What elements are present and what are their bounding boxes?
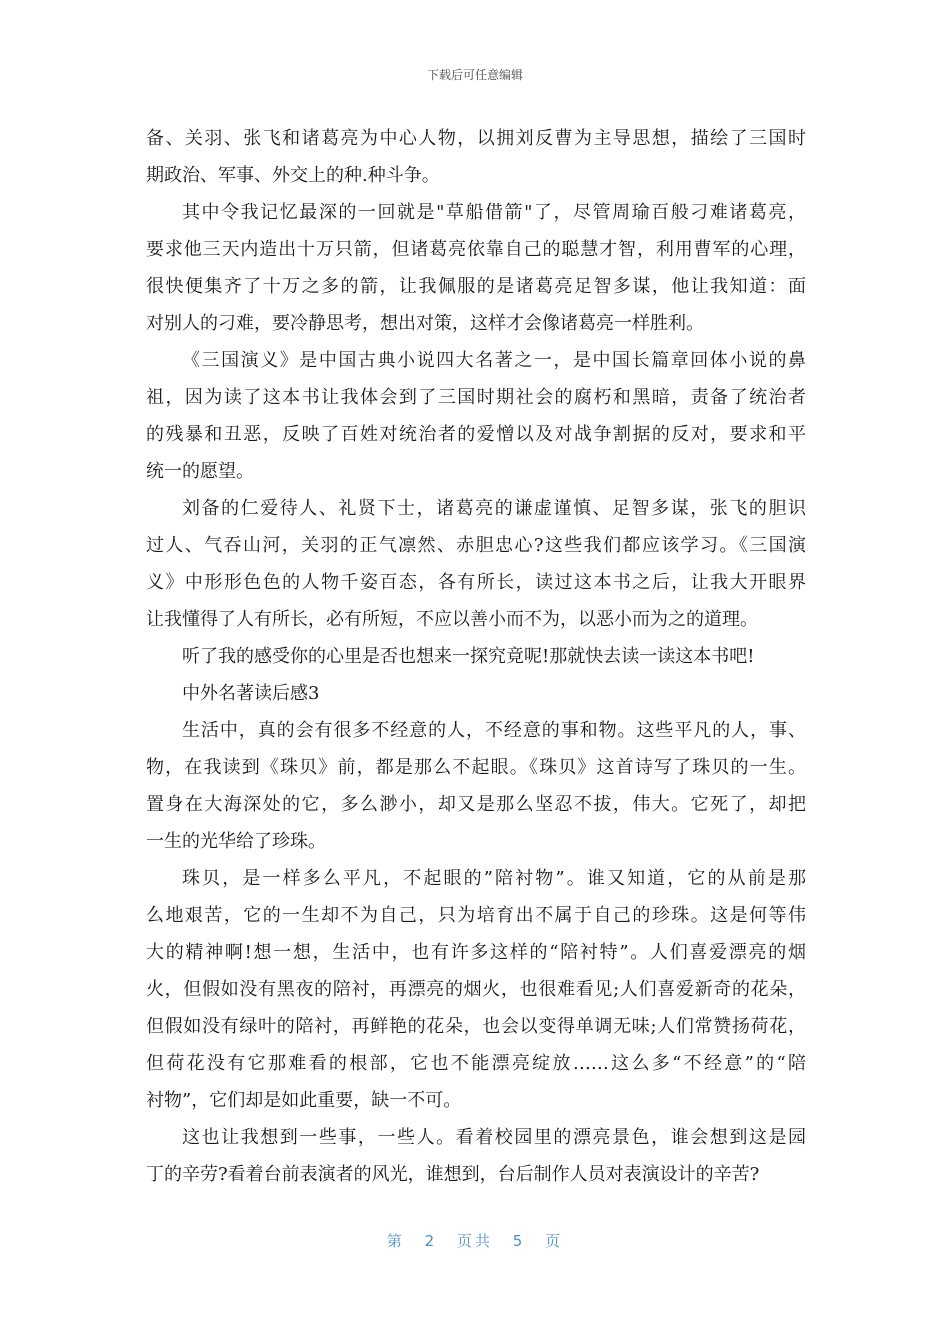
page-total-number: 5 <box>512 1232 526 1250</box>
paragraph <box>146 194 806 342</box>
text-line: 生活中，真的会有很多不经意的人，不经意的事和物。这些平凡的人，事、 <box>182 720 806 741</box>
page-label-mid: 页共 <box>456 1232 493 1250</box>
text-line: 中外名著读后感3 <box>182 683 320 704</box>
text-line: 火，但假如没有黑夜的陪衬，再漂亮的烟火，也很难看见;人们喜爱新奇的花朵， <box>146 979 806 1000</box>
paragraph <box>146 1119 806 1193</box>
text-line: 丁的辛劳?看着台前表演者的风光，谁想到，台后制作人员对表演设计的辛苦? <box>146 1164 760 1185</box>
text-line: 备、关羽、张飞和诸葛亮为中心人物，以拥刘反曹为主导思想，描绘了三国时 <box>146 128 806 149</box>
text-line: 这也让我想到一些事，一些人。看着校园里的漂亮景色，谁会想到这是园 <box>182 1127 806 1148</box>
text-line: 但假如没有绿叶的陪衬，再鲜艳的花朵，也会以变得单调无味;人们常赞扬荷花， <box>146 1016 806 1037</box>
paragraph <box>146 860 806 1119</box>
document-body <box>146 120 806 1193</box>
page-footer <box>0 1230 950 1251</box>
paragraph <box>146 120 806 194</box>
text-line: 一生的光华给了珍珠。 <box>146 831 326 852</box>
paragraph <box>146 490 806 638</box>
page-label-prefix: 第 <box>386 1232 405 1250</box>
text-line: 义》中形形色色的人物千姿百态，各有所长，读过这本书之后，让我大开眼界 <box>146 572 806 593</box>
paragraph <box>146 342 806 490</box>
text-line: 么地艰苦，它的一生却不为自己，只为培育出不属于自己的珍珠。这是何等伟 <box>146 905 806 926</box>
text-line: 很快便集齐了十万之多的箭，让我佩服的是诸葛亮足智多谋，他让我知道：面 <box>146 276 806 297</box>
text-line: 衬物”，它们却是如此重要，缺一不可。 <box>146 1090 462 1111</box>
text-line: 置身在大海深处的它，多么渺小，却又是那么坚忍不拔，伟大。它死了，却把 <box>146 794 806 815</box>
text-line: 物，在我读到《珠贝》前，都是那么不起眼。《珠贝》这首诗写了珠贝的一生。 <box>146 757 806 778</box>
text-line: 《三国演义》是中国古典小说四大名著之一，是中国长篇章回体小说的鼻 <box>182 350 806 371</box>
text-line: 大的精神啊!想一想，生活中，也有许多这样的“陪衬特”。人们喜爱漂亮的烟 <box>146 942 806 963</box>
text-line: 但荷花没有它那难看的根部，它也不能漂亮绽放……这么多“不经意”的“陪 <box>146 1053 806 1074</box>
text-line: 的残暴和丑恶，反映了百姓对统治者的爱憎以及对战争割据的反对，要求和平 <box>146 424 806 445</box>
text-line: 让我懂得了人有所长，必有所短，不应以善小而不为，以恶小而为之的道理。 <box>146 609 758 630</box>
text-line: 统一的愿望。 <box>146 461 254 482</box>
page-label-suffix: 页 <box>545 1232 564 1250</box>
text-line: 听了我的感受你的心里是否也想来一探究竟呢!那就快去读一读这本书吧! <box>182 646 755 667</box>
text-line: 珠贝，是一样多么平凡，不起眼的”陪衬物”。谁又知道，它的从前是那 <box>182 868 806 889</box>
text-line: 刘备的仁爱待人、礼贤下士，诸葛亮的谦虚谨慎、足智多谋，张飞的胆识 <box>182 498 806 519</box>
text-line: 对别人的刁难，要冷静思考，想出对策，这样才会像诸葛亮一样胜利。 <box>146 313 704 334</box>
paragraph <box>146 712 806 860</box>
paragraph <box>146 675 806 712</box>
text-line: 过人、气吞山河，关羽的正气凛然、赤胆忠心?这些我们都应该学习。《三国演 <box>146 535 806 556</box>
text-line: 期政治、军事、外交上的种.种斗争。 <box>146 165 440 186</box>
page-header: 下载后可任意编辑 <box>426 68 523 82</box>
page-current-number: 2 <box>424 1232 438 1250</box>
text-line: 要求他三天内造出十万只箭，但诸葛亮依靠自己的聪慧才智，利用曹军的心理， <box>146 239 806 260</box>
text-line: 其中令我记忆最深的一回就是"草船借箭"了，尽管周瑜百般刁难诸葛亮， <box>182 202 806 223</box>
paragraph <box>146 638 806 675</box>
text-line: 祖，因为读了这本书让我体会到了三国时期社会的腐朽和黑暗，责备了统治者 <box>146 387 806 408</box>
